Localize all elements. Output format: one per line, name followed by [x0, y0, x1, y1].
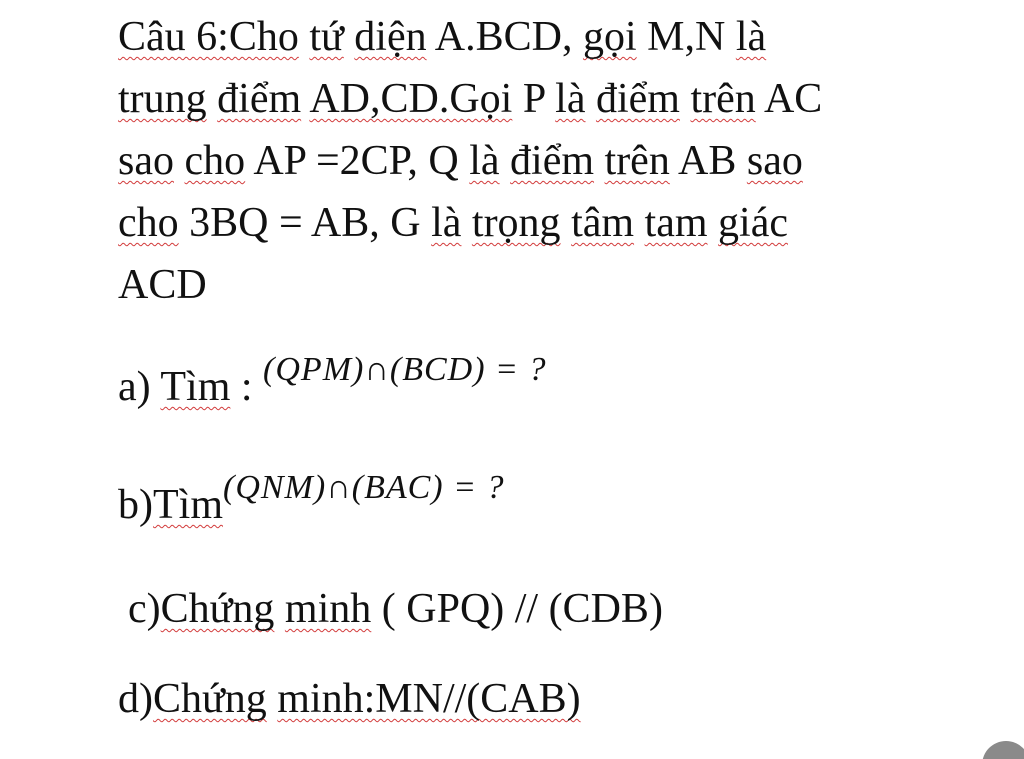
word: điểm [510, 138, 595, 184]
problem-statement [118, 6, 978, 316]
word: trên [604, 138, 670, 184]
question-b-prefix: b) [118, 482, 153, 528]
corner-circle-icon [982, 741, 1024, 759]
word: M,N [647, 14, 726, 60]
statement-line-5 [118, 254, 978, 316]
word: AB [678, 138, 737, 184]
question-a-expression [263, 351, 546, 388]
question-b-expression [223, 469, 505, 506]
word: Q [428, 138, 459, 184]
word: sao [118, 138, 174, 184]
word: AP [253, 138, 306, 184]
word: trung [118, 76, 207, 122]
question-d-prefix: d) [118, 676, 153, 722]
question-b [118, 469, 505, 533]
word: G [390, 200, 421, 246]
word: 3BQ [189, 200, 269, 246]
word: là [431, 200, 462, 246]
question-a-verb: Tìm [160, 364, 231, 410]
question-a [118, 351, 547, 415]
statement-line-2 [118, 68, 978, 130]
statement-line-1 [118, 6, 978, 68]
word: gọi [582, 14, 637, 60]
question-c-prefix: c) [128, 586, 161, 632]
word: AB, [310, 200, 380, 246]
question-b-verb: Tìm [153, 482, 223, 528]
word: AD,CD.Gọi [309, 76, 513, 122]
word: AC [763, 76, 823, 122]
statement-line-4 [118, 192, 978, 254]
word: trên [690, 76, 756, 122]
question-c-rest: ( GPQ) // (CDB) [371, 586, 663, 632]
question-c [128, 584, 663, 634]
word: tam [644, 200, 708, 246]
question-b-formula: (QNM)∩(BAC) = ? [223, 469, 505, 506]
question-d-word-2: minh:MN//(CAB) [277, 676, 581, 722]
word: sao [746, 138, 803, 184]
word: tứ [309, 14, 344, 60]
word: điểm [595, 76, 680, 122]
word: ACD [118, 262, 207, 308]
word: điểm [217, 76, 302, 122]
word: =2CP, [315, 138, 418, 184]
word: là [469, 138, 500, 184]
word: là [555, 76, 586, 122]
question-a-formula: (QPM)∩(BCD) = ? [263, 351, 547, 388]
question-a-prefix: a) [118, 364, 161, 410]
statement-line-3 [118, 130, 978, 192]
word: là [735, 14, 767, 60]
question-a-colon: : [230, 364, 253, 410]
question-d-word-1: Chứng [153, 676, 267, 722]
word: giác [718, 200, 788, 246]
word: cho [184, 138, 246, 184]
word: cho [118, 200, 179, 246]
question-c-word-2: minh [284, 586, 372, 632]
word: diện [354, 14, 427, 60]
word: P [522, 76, 545, 122]
question-c-word-1: Chứng [160, 586, 275, 632]
word: tâm [571, 200, 635, 246]
word: trọng [471, 200, 561, 246]
word: A.BCD, [434, 14, 573, 60]
question-d [118, 674, 581, 724]
word: = [279, 200, 303, 246]
word: Câu 6:Cho [118, 14, 299, 60]
